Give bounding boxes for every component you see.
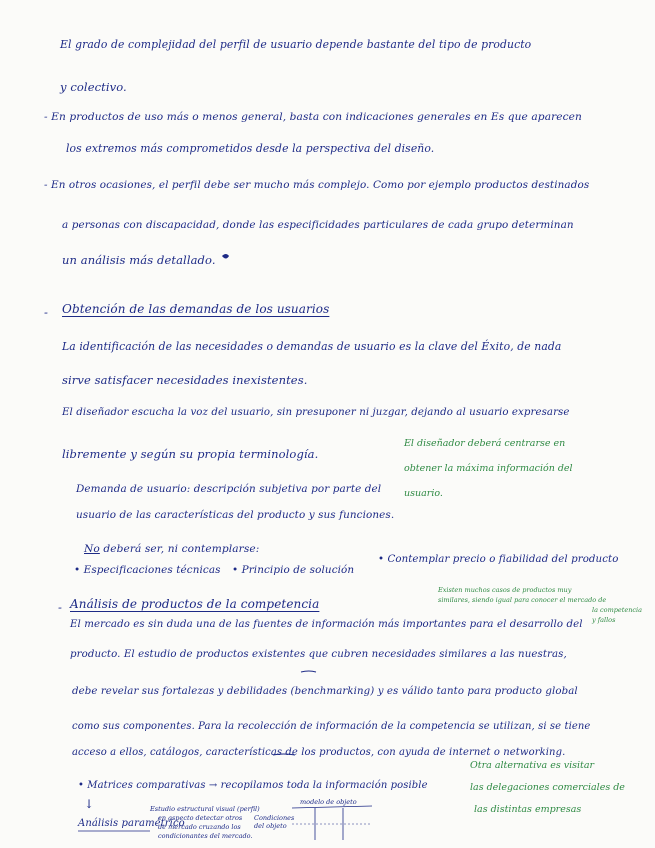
tiny-note: de mercado cruzando los [158, 823, 241, 831]
margin-note: obtener la máxima información del [404, 463, 573, 474]
strike-mark [301, 671, 316, 672]
strike-mark [273, 754, 295, 755]
tiny-note: modelo de objeto [300, 798, 357, 806]
bullet-line: a personas con discapacidad, donde las especificidades particulares de cada grupo determinan [62, 219, 574, 231]
list-item: • Principio de solución [232, 564, 355, 576]
margin-note: la competencia [592, 606, 642, 614]
paragraph-line: El diseñador escucha la voz del usuario, sin presuponer ni juzgar, dejando al usuario expresarse [62, 407, 570, 418]
tiny-note: Estudio estructural visual (perfil) [150, 805, 260, 813]
list-item: • Contemplar precio o fiabilidad del producto [378, 554, 619, 565]
paragraph-line: acceso a ellos, catálogos, características de los productos, con ayuda de internet o networking. [72, 747, 566, 758]
margin-note: usuario. [404, 488, 443, 499]
margin-note: El diseñador deberá centrarse en [404, 438, 566, 449]
arrow-symbol: ↓ [84, 797, 95, 811]
bullet-line: - En productos de uso más o menos general, basta con indicaciones generales en Es que aparecen [44, 111, 582, 123]
paragraph-line: y colectivo. [60, 80, 127, 94]
paragraph-line: El mercado es sin duda una de las fuentes de información más importantes para el desarrollo del [70, 619, 583, 630]
section-heading-marker: - [58, 600, 62, 614]
paragraph-line: sirve satisfacer necesidades inexistentes. [62, 373, 308, 387]
ink-blot [222, 254, 229, 259]
section-heading: Análisis de productos de la competencia [70, 597, 320, 611]
paragraph-line: No deberá ser, ni contemplarse: [84, 543, 260, 555]
emphasis-word: No [84, 543, 100, 555]
list-item: • Especificaciones técnicas [74, 564, 221, 576]
paragraph-line: producto. El estudio de productos existentes que cubren necesidades similares a las nuestras, [70, 649, 567, 660]
definition-line: Demanda de usuario: descripción subjetiva por parte del [76, 483, 382, 495]
paragraph-line: como sus componentes. Para la recolección de información de la competencia se utilizan, si se tiene [72, 721, 591, 732]
analysis-label: Análisis paramétrico [78, 818, 185, 829]
margin-note: Otra alternativa es visitar [470, 760, 595, 771]
margin-note: las distintas empresas [474, 804, 582, 815]
definition-line: usuario de las características del producto y sus funciones. [76, 509, 395, 521]
tiny-note: condicionantes del mercado. [158, 832, 253, 840]
section-heading: Obtención de las demandas de los usuarios [62, 302, 330, 316]
table-line [292, 806, 372, 808]
bullet-line: un análisis más detallado. [62, 253, 216, 267]
margin-note: Existen muchos casos de productos muy [438, 586, 572, 594]
paragraph-line: El grado de complejidad del perfil de usuario depende bastante del tipo de producto [60, 38, 532, 51]
tiny-note: Condiciones del objeto [254, 814, 295, 830]
margin-note: las delegaciones comerciales de [470, 782, 625, 793]
margin-note: similares, siendo igual para conocer el mercado de [438, 596, 607, 604]
tiny-note: en aspecto detectar otros [158, 814, 243, 822]
paragraph-line: debe revelar sus fortalezas y debilidades (benchmarking) y es válido tanto para producto global [72, 686, 578, 697]
paragraph-line: La identificación de las necesidades o demandas de usuario es la clave del Éxito, de nada [62, 340, 562, 353]
paragraph-line: libremente y según su propia terminología. [62, 447, 319, 461]
list-item: • Matrices comparativas → recopilamos toda la información posible [78, 780, 428, 791]
section-heading-marker: - [44, 305, 48, 319]
margin-note: y fallos [592, 616, 616, 624]
bullet-line: los extremos más comprometidos desde la perspectiva del diseño. [66, 142, 435, 155]
bullet-line: - En otros ocasiones, el perfil debe ser mucho más complejo. Como por ejemplo productos destinados [44, 179, 590, 191]
